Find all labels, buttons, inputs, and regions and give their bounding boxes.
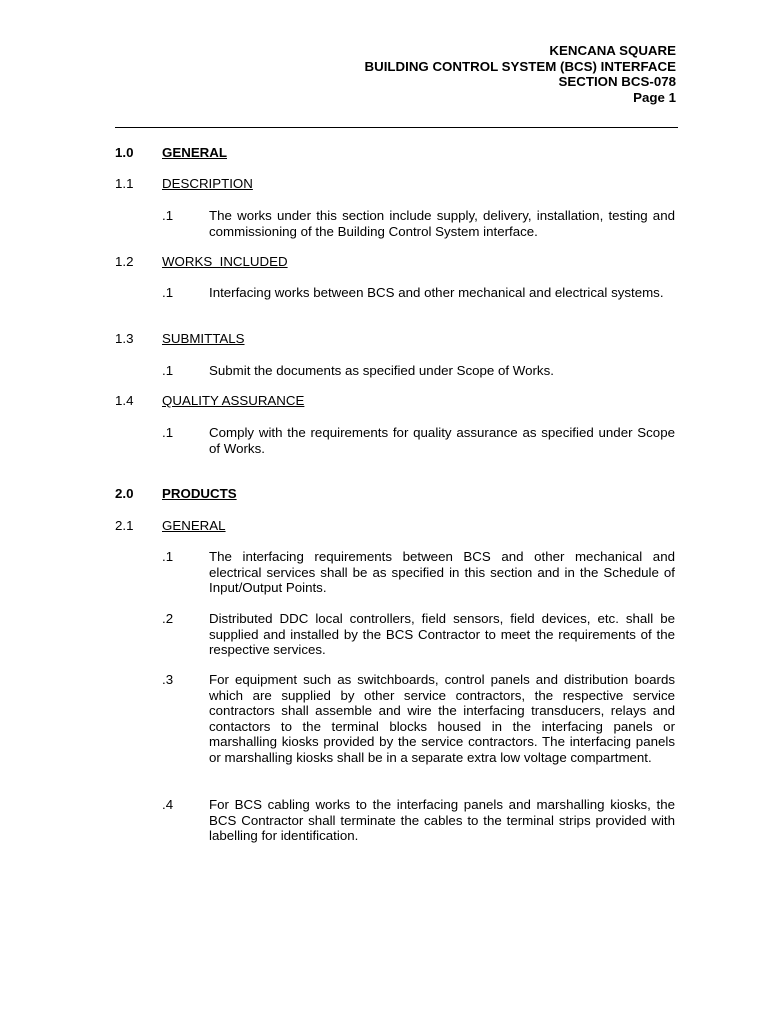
subsection-number: 2.1 — [115, 518, 134, 533]
document-header — [365, 43, 677, 105]
item-text: Distributed DDC local controllers, field sensors, field devices, etc. shall be supplied and installed by the BCS Contractor to meet the requirements of the respective services. — [209, 611, 675, 657]
item-text: Interfacing works between BCS and other mechanical and electrical systems. — [209, 285, 664, 300]
item-text: Submit the documents as specified under Scope of Works. — [209, 363, 554, 378]
item-number: .1 — [162, 363, 174, 378]
item-number: .1 — [162, 208, 174, 223]
subsection-title: DESCRIPTION — [162, 176, 253, 191]
subsection-number: 1.4 — [115, 393, 134, 408]
item-text: For BCS cabling works to the interfacing panels and marshalling kiosks, the BCS Contractor shall terminate the cables to the terminal strips provided with labelling for identification. — [209, 797, 675, 843]
item-text: The interfacing requirements between BCS and other mechanical and electrical services shall be as specified in this section and in the Schedule of Input/Output Points. — [209, 549, 675, 595]
section-title: PRODUCTS — [162, 486, 237, 501]
subsection-title: SUBMITTALS — [162, 331, 245, 346]
subsection-number: 1.3 — [115, 331, 134, 346]
subsection-number: 1.1 — [115, 176, 134, 191]
subsection-title: GENERAL — [162, 518, 226, 533]
item-number: .3 — [162, 672, 174, 687]
item-text: Comply with the requirements for quality assurance as specified under Scope of Works. — [209, 425, 675, 456]
item-number: .4 — [162, 797, 174, 812]
section-number: 1.0 — [115, 145, 134, 160]
header-rule — [115, 127, 678, 128]
header-subject: BUILDING CONTROL SYSTEM (BCS) INTERFACE — [364, 58, 676, 74]
item-number: .2 — [162, 611, 174, 626]
subsection-title: WORKS INCLUDED — [162, 254, 288, 269]
header-page: Page 1 — [633, 89, 676, 105]
item-text: The works under this section include supply, delivery, installation, testing and commissioning of the Building Control System interface. — [209, 208, 675, 239]
subsection-title: QUALITY ASSURANCE — [162, 393, 305, 408]
item-number: .1 — [162, 425, 174, 440]
section-title: GENERAL — [162, 145, 228, 160]
item-number: .1 — [162, 549, 174, 564]
subsection-number: 1.2 — [115, 254, 134, 269]
header-project: KENCANA SQUARE — [549, 43, 676, 58]
item-text: For equipment such as switchboards, control panels and distribution boards which are supplied by other service contractors, the respective service contractors shall assemble and wire the interfacing transducers, relays and contactors to the terminal blocks housed in the interfacing panels or marshalling kiosks provided by the service contractors. The interfacing panels or marshalling kiosks shall be in a separate extra low voltage compartment. — [209, 672, 675, 765]
header-section: SECTION BCS-078 — [558, 74, 676, 89]
section-number: 2.0 — [115, 486, 134, 501]
item-number: .1 — [162, 285, 174, 300]
